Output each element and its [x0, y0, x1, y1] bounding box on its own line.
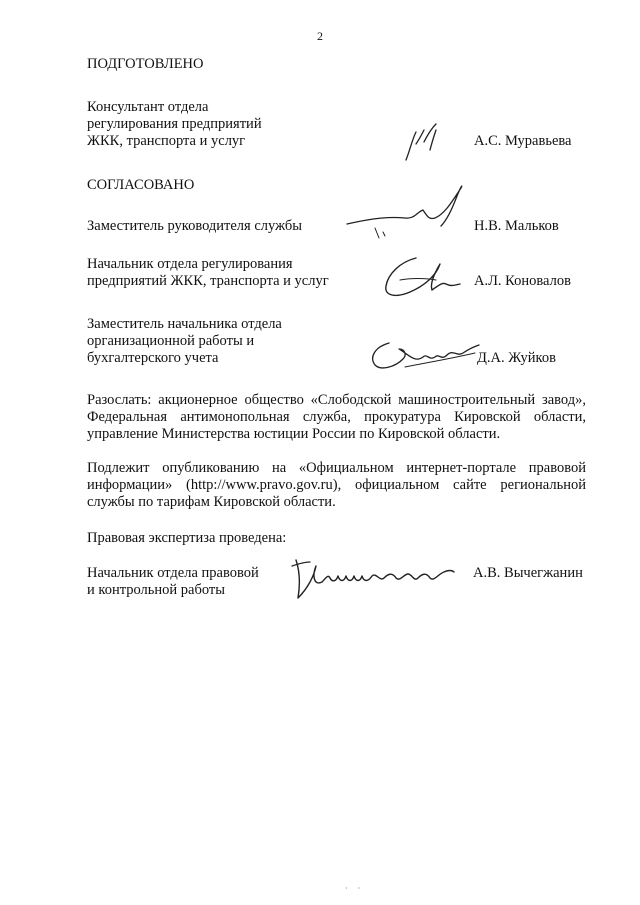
agreed-signer-2-name: А.Л. Коновалов — [474, 273, 571, 289]
position-line: Заместитель начальника отдела — [87, 316, 282, 332]
agreed-signer-1-name: Н.В. Мальков — [474, 218, 559, 234]
publication-paragraph: Подлежит опубликованию на «Официальном интернет-портале правовой информации» (http://www.pravo.gov.ru), официальном сайте региональной службы по тарифам Кировской области. — [87, 460, 586, 510]
signature-vychegzhanin — [288, 552, 458, 607]
agreed-signer-1-position — [87, 218, 387, 235]
position-line: ЖКК, транспорта и услуг — [87, 133, 246, 149]
agreed-signer-3-name: Д.А. Жуйков — [477, 350, 556, 366]
signature-konovalov — [380, 250, 470, 305]
position-line: организационной работы и — [87, 333, 255, 349]
agreed-signer-2-position — [87, 256, 387, 290]
position-line: и контрольной работы — [87, 582, 225, 598]
signature-muravyeva — [398, 120, 448, 170]
position-line: бухгалтерского учета — [87, 350, 219, 366]
prepared-signer-name: А.С. Муравьева — [474, 133, 572, 149]
prepared-heading: ПОДГОТОВЛЕНО — [87, 56, 204, 72]
page-number: 2 — [317, 29, 323, 43]
position-line: предприятий ЖКК, транспорта и услуг — [87, 273, 329, 289]
footer-mark: · · — [345, 884, 361, 893]
position-line: регулирования предприятий — [87, 116, 262, 132]
position-line: Консультант отдела — [87, 99, 209, 115]
position-line: Начальник отдела регулирования — [87, 256, 293, 272]
legal-review-signer-name: А.В. Вычегжанин — [473, 565, 583, 581]
signature-zhuykov — [365, 333, 485, 378]
legal-review-heading: Правовая экспертиза проведена: — [87, 530, 287, 546]
distribution-paragraph: Разослать: акционерное общество «Слободской машиностроительный завод», Федеральная антимонопольная служба, прокуратура Кировской области, управление Министерства юстиции России по Кировской области. — [87, 392, 586, 442]
position-line: Заместитель руководителя службы — [87, 218, 303, 234]
agreed-signer-3-position — [87, 316, 357, 367]
signature-malkov — [345, 180, 475, 250]
agreed-heading: СОГЛАСОВАНО — [87, 177, 195, 193]
position-line: Начальник отдела правовой — [87, 565, 259, 581]
prepared-position — [87, 99, 357, 150]
